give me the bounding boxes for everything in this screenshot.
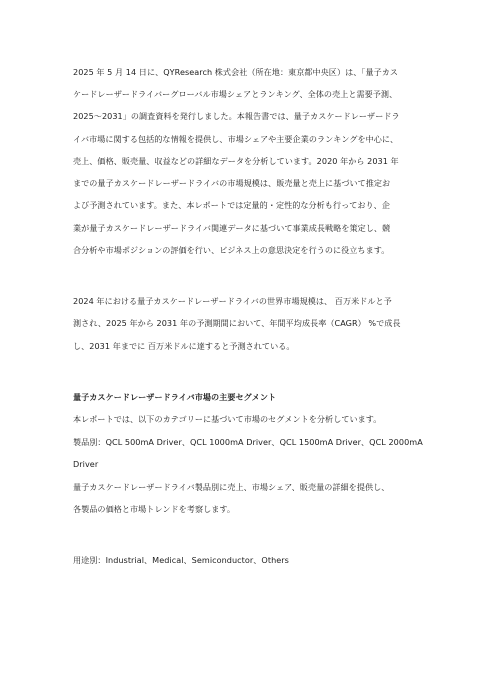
paragraph-line: 測され、2025 年から 2031 年の予測期間において、年間平均成長率（CAGR） %で成長 [73, 318, 401, 328]
segment-line: Driver [73, 459, 99, 469]
paragraph-line: 合分析や市場ポジションの評価を行い、ビジネス上の意思決定を行うのに役立ちます。 [73, 245, 390, 255]
paragraph-line: よび予測されています。また、本レポートでは定量的・定性的な分析も行っており、企 [73, 200, 390, 210]
description-line: 量子カスケードレーザードライバ製品別に売上、市場シェア、販売量の詳細を提供し、 [73, 482, 390, 492]
paragraph-line: イバ市場に関する包括的な情報を提供し、市場シェアや主要企業のランキングを中心に、 [73, 134, 399, 144]
paragraph-line: 業が量子カスケードレーザードライバ関連データに基づいて事業成長戦略を策定し、競 [73, 223, 391, 233]
paragraph-line: 売上、価格、販売量、収益などの詳細なデータを分析しています。2020 年から 2031 年 [73, 156, 399, 166]
application-segment: 用途別：Industrial、Medical、Semiconductor、Others [73, 555, 289, 565]
paragraph-line: 2025 年 5 月 14 日に、QYResearch 株式会社（所在地：東京都中央区）は、「量子カス [73, 67, 399, 77]
paragraph-line: までの量子カスケードレーザードライバの市場規模は、販売量と売上に基づいて推定お [73, 178, 391, 188]
paragraph-line: 2024 年における量子カスケードレーザードライバの世界市場規模は、 百万米ドルと予 [73, 296, 392, 306]
section-heading: 量子カスケードレーザードライバ市場の主要セグメント [73, 392, 277, 402]
paragraph-line: し、2031 年までに 百万米ドルに達すると予測されている。 [73, 341, 295, 351]
paragraph-line: ケードレーザードライバーグローバル市場シェアとランキング、全体の売上と需要予測、 [73, 89, 398, 99]
section-intro: 本レポートでは、以下のカテゴリーに基づいて市場のセグメントを分析しています。 [73, 414, 382, 424]
paragraph-line: 2025～2031」の調査資料を発行しました。本報告書では、量子カスケードレーザードラ [73, 111, 400, 121]
description-line: 各製品の価格と市場トレンドを考察します。 [73, 504, 236, 514]
segment-line: 製品別：QCL 500mA Driver、QCL 1000mA Driver、QCL 1500mA Driver、QCL 2000mA [73, 437, 423, 447]
